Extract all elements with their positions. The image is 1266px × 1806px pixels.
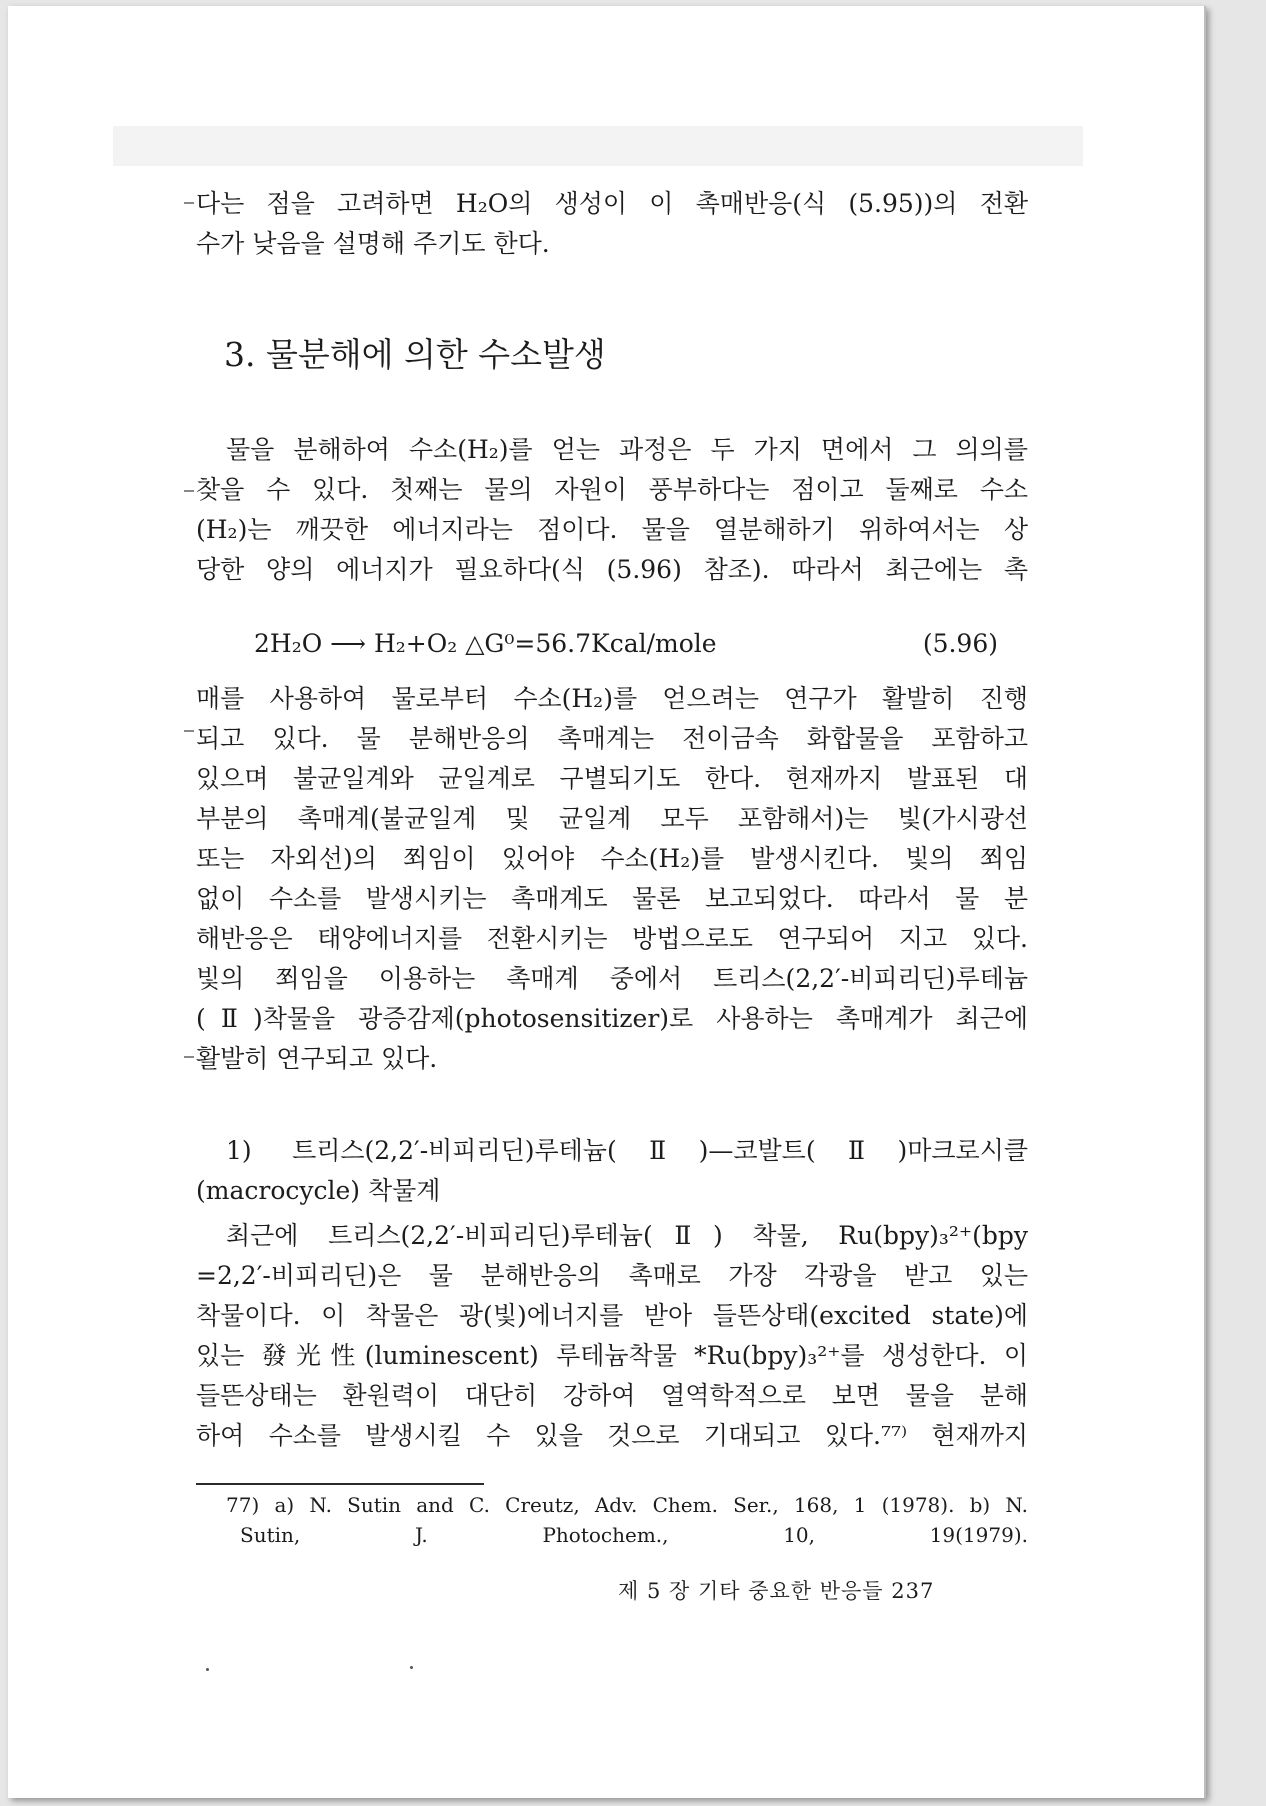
text-line: 들뜬상태는 환원력이 대단히 강하여 열역학적으로 보면 물을 분해 <box>196 1381 1028 1410</box>
text-line: 수가 낮음을 설명해 주기도 한다. <box>196 229 550 258</box>
scan-speck <box>410 1666 413 1669</box>
section-heading: 3. 물분해에 의한 수소발생 <box>224 335 606 374</box>
scan-edge-mark <box>184 730 194 732</box>
text-line: 빛의 쬐임을 이용하는 촉매계 중에서 트리스(2,2′-비피리딘)루테늄 <box>196 964 1028 993</box>
document-page <box>8 6 1206 1798</box>
paragraph-2 <box>196 679 1028 1079</box>
scan-edge-mark <box>184 202 194 204</box>
text-line: 착물이다. 이 착물은 광(빛)에너지를 받아 들뜬상태(excited state)에 <box>196 1301 1028 1330</box>
scan-shading <box>113 126 1083 166</box>
text-line: 있는 發光性(luminescent) 루테늄착물 *Ru(bpy)₃²⁺를 생성한다. 이 <box>196 1341 1028 1370</box>
equation-expression: 2H₂O ⟶ H₂+O₂ △G⁰=56.7Kcal/mole <box>254 629 717 658</box>
text-line: 물을 분해하여 수소(H₂)를 얻는 과정은 두 가지 면에서 그 의의를 <box>226 435 1028 464</box>
text-line: 다는 점을 고려하면 H₂O의 생성이 이 촉매반응(식 (5.95))의 전환 <box>196 189 1028 218</box>
text-line: 부분의 촉매계(불균일계 및 균일계 모두 포함해서)는 빛(가시광선 <box>196 804 1028 833</box>
footnote-line: Sutin, J. Photochem., 10, 19(1979). <box>240 1523 1028 1547</box>
text-line: 되고 있다. 물 분해반응의 촉매계는 전이금속 화합물을 포함하고 <box>196 724 1028 753</box>
text-line: 1) 트리스(2,2′-비피리딘)루테늄(Ⅱ)—코발트(Ⅱ)마크로시클 <box>226 1136 1028 1165</box>
text-line: =2,2′-비피리딘)은 물 분해반응의 촉매로 가장 각광을 받고 있는 <box>196 1261 1028 1290</box>
text-line: 활발히 연구되고 있다. <box>196 1044 438 1073</box>
text-line: 매를 사용하여 물로부터 수소(H₂)를 얻으려는 연구가 활발히 진행 <box>196 684 1028 713</box>
text-line: 있으며 불균일계와 균일계로 구별되기도 한다. 현재까지 발표된 대 <box>196 764 1028 793</box>
footnote <box>226 1490 1028 1550</box>
text-line: (macrocycle) 착물계 <box>196 1176 441 1205</box>
text-line: (H₂)는 깨끗한 에너지라는 점이다. 물을 열분해하기 위하여서는 상 <box>196 515 1028 544</box>
text-line: 하여 수소를 발생시킬 수 있을 것으로 기대되고 있다.⁷⁷⁾ 현재까지 <box>196 1421 1028 1450</box>
text-line: 당한 양의 에너지가 필요하다(식 (5.96) 참조). 따라서 최근에는 촉 <box>196 555 1028 584</box>
scan-edge-mark <box>184 490 194 492</box>
top-paragraph <box>196 184 1028 264</box>
text-line: 해반응은 태양에너지를 전환시키는 방법으로도 연구되어 지고 있다. <box>196 924 1028 953</box>
paragraph-1 <box>196 430 1028 590</box>
scan-edge-mark <box>184 1056 194 1058</box>
footnote-line: 77) a) N. Sutin and C. Creutz, Adv. Chem. Ser., 168, 1 (1978). b) N. <box>226 1493 1028 1517</box>
text-line: (Ⅱ)착물을 광증감제(photosensitizer)로 사용하는 촉매계가 최근에 <box>196 1004 1028 1033</box>
text-line: 없이 수소를 발생시키는 촉매계도 물론 보고되었다. 따라서 물 분 <box>196 884 1028 913</box>
footnote-rule <box>196 1483 484 1485</box>
text-line: 최근에 트리스(2,2′-비피리딘)루테늄(Ⅱ) 착물, Ru(bpy)₃²⁺(bpy <box>226 1221 1028 1250</box>
subsection-heading <box>196 1131 1028 1211</box>
equation-number: (5.96) <box>922 629 998 658</box>
text-line: 찾을 수 있다. 첫째는 물의 자원이 풍부하다는 점이고 둘째로 수소 <box>196 475 1028 504</box>
text-line: 또는 자외선)의 쬐임이 있어야 수소(H₂)를 발생시킨다. 빛의 쬐임 <box>196 844 1028 873</box>
paragraph-3 <box>196 1216 1028 1456</box>
running-footer: 제 5 장 기타 중요한 반응들 237 <box>618 1579 935 1603</box>
scan-speck <box>206 1668 209 1671</box>
